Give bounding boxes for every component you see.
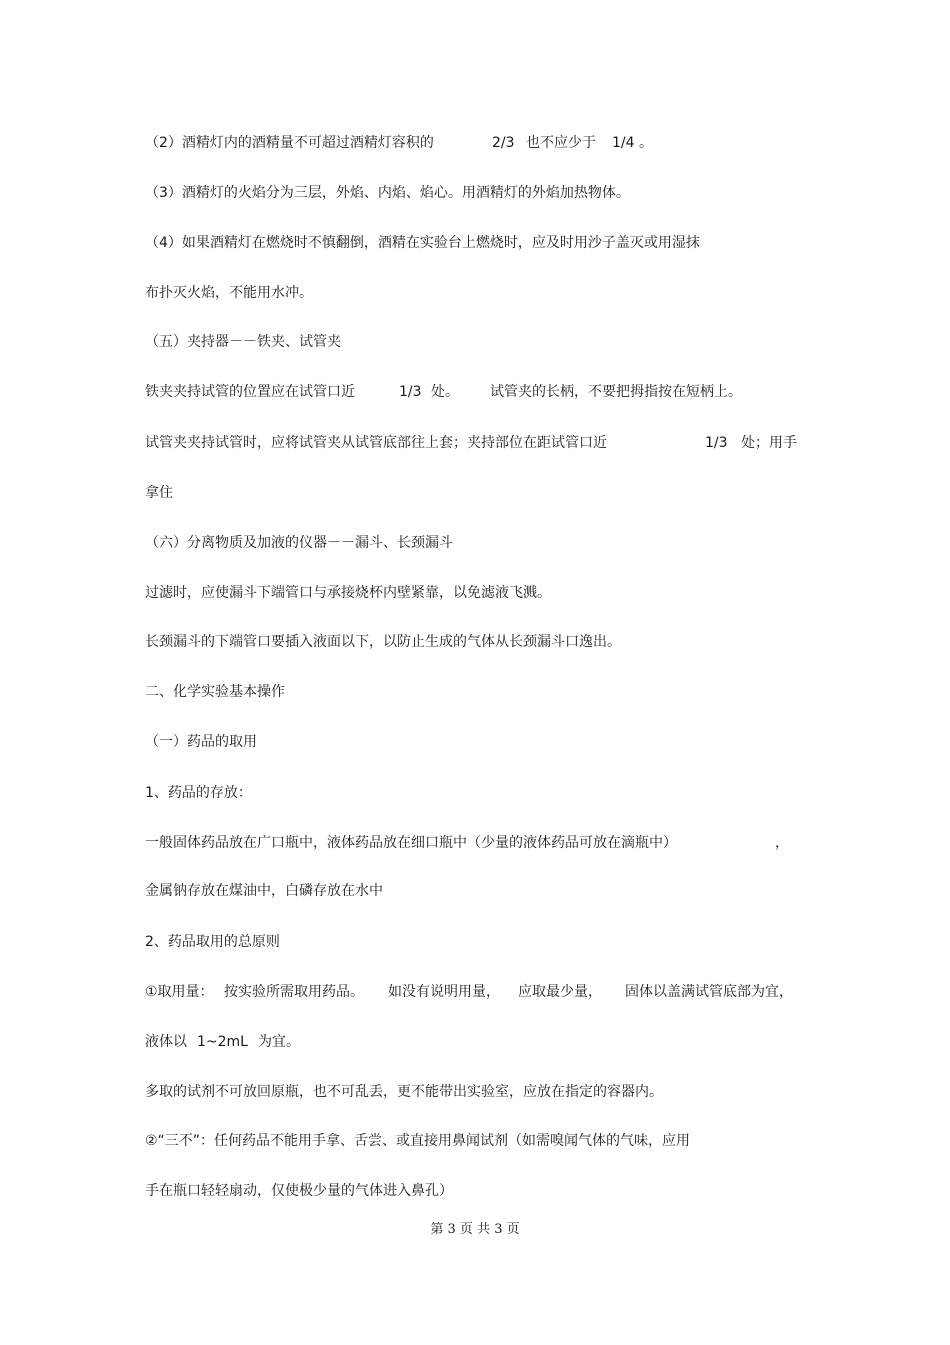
text-line: （4）如果酒精灯在燃烧时不慎翻倒，酒精在实验台上燃烧时，应及时用沙子盖灭或用湿抹 xyxy=(145,235,700,251)
text-segment: 固体以盖满试管底部为宜， xyxy=(625,984,793,1000)
text-line: 1、药品的存放： xyxy=(145,785,252,801)
section-heading: 二、化学实验基本操作 xyxy=(145,684,285,700)
text-segment: 一般固体药品放在广口瓶中，液体药品放在细口瓶中（少量的液体药品可放在滴瓶中） xyxy=(145,835,677,851)
text-segment: 应取最少量， xyxy=(518,984,602,1000)
text-segment: 处；用手 xyxy=(741,435,797,451)
text-line: 拿住 xyxy=(145,485,173,501)
text-segment: 试管夹的长柄，不要把拇指按在短柄上。 xyxy=(490,384,742,400)
text-line: 多取的试剂不可放回原瓶，也不可乱丢，更不能带出实验室，应放在指定的容器内。 xyxy=(145,1084,663,1100)
text-segment: 铁夹夹持试管的位置应在试管口近 xyxy=(145,384,355,400)
text-segment: ， xyxy=(775,835,789,851)
text-segment: 按实验所需取用药品。 xyxy=(224,984,364,1000)
text-line: 布扑灭火焰，不能用水冲。 xyxy=(145,285,313,301)
text-line: ②“三不”：任何药品不能用手拿、舌尝、或直接用鼻闻试剂（如需嗅闻气体的气味，应用 xyxy=(145,1133,691,1149)
text-segment: 液体以 xyxy=(145,1034,187,1050)
text-segment: 处。 xyxy=(431,384,459,400)
text-line: 手在瓶口轻轻扇动，仅使极少量的气体进入鼻孔） xyxy=(145,1183,453,1199)
text-segment: 试管夹夹持试管时，应将试管夹从试管底部往上套；夹持部位在距试管口近 xyxy=(145,435,607,451)
page-footer: 第 3 页 共 3 页 xyxy=(430,1222,520,1237)
text-segment: 1~2mL xyxy=(197,1034,248,1050)
section-heading: （五）夹持器－－铁夹、试管夹 xyxy=(145,334,341,350)
text-segment: 2/3 xyxy=(492,135,515,151)
text-line: （3）酒精灯的火焰分为三层，外焰、内焰、焰心。用酒精灯的外焰加热物体。 xyxy=(145,185,630,201)
section-heading: （六）分离物质及加液的仪器－－漏斗、长颈漏斗 xyxy=(145,535,453,551)
text-segment: 。 xyxy=(639,135,653,151)
text-segment: 也不应少于 xyxy=(526,135,596,151)
text-line: 长颈漏斗的下端管口要插入液面以下，以防止生成的气体从长颈漏斗口逸出。 xyxy=(145,634,621,650)
text-line: 过滤时，应使漏斗下端管口与承接烧杯内壁紧靠，以免滤液飞溅。 xyxy=(145,585,551,601)
text-line: 金属钠存放在煤油中，白磷存放在水中 xyxy=(145,883,383,899)
text-segment: 为宜。 xyxy=(258,1034,300,1050)
text-segment: 1/4 xyxy=(612,135,635,151)
text-segment: 1/3 xyxy=(399,384,422,400)
text-segment: （2）酒精灯内的酒精量不可超过酒精灯容积的 xyxy=(145,135,434,151)
text-segment: ①取用量： xyxy=(145,984,214,1000)
text-segment: 如没有说明用量， xyxy=(388,984,500,1000)
text-segment: 1/3 xyxy=(705,435,728,451)
text-line: 2、药品取用的总原则 xyxy=(145,934,280,950)
section-heading: （一）药品的取用 xyxy=(145,734,257,750)
